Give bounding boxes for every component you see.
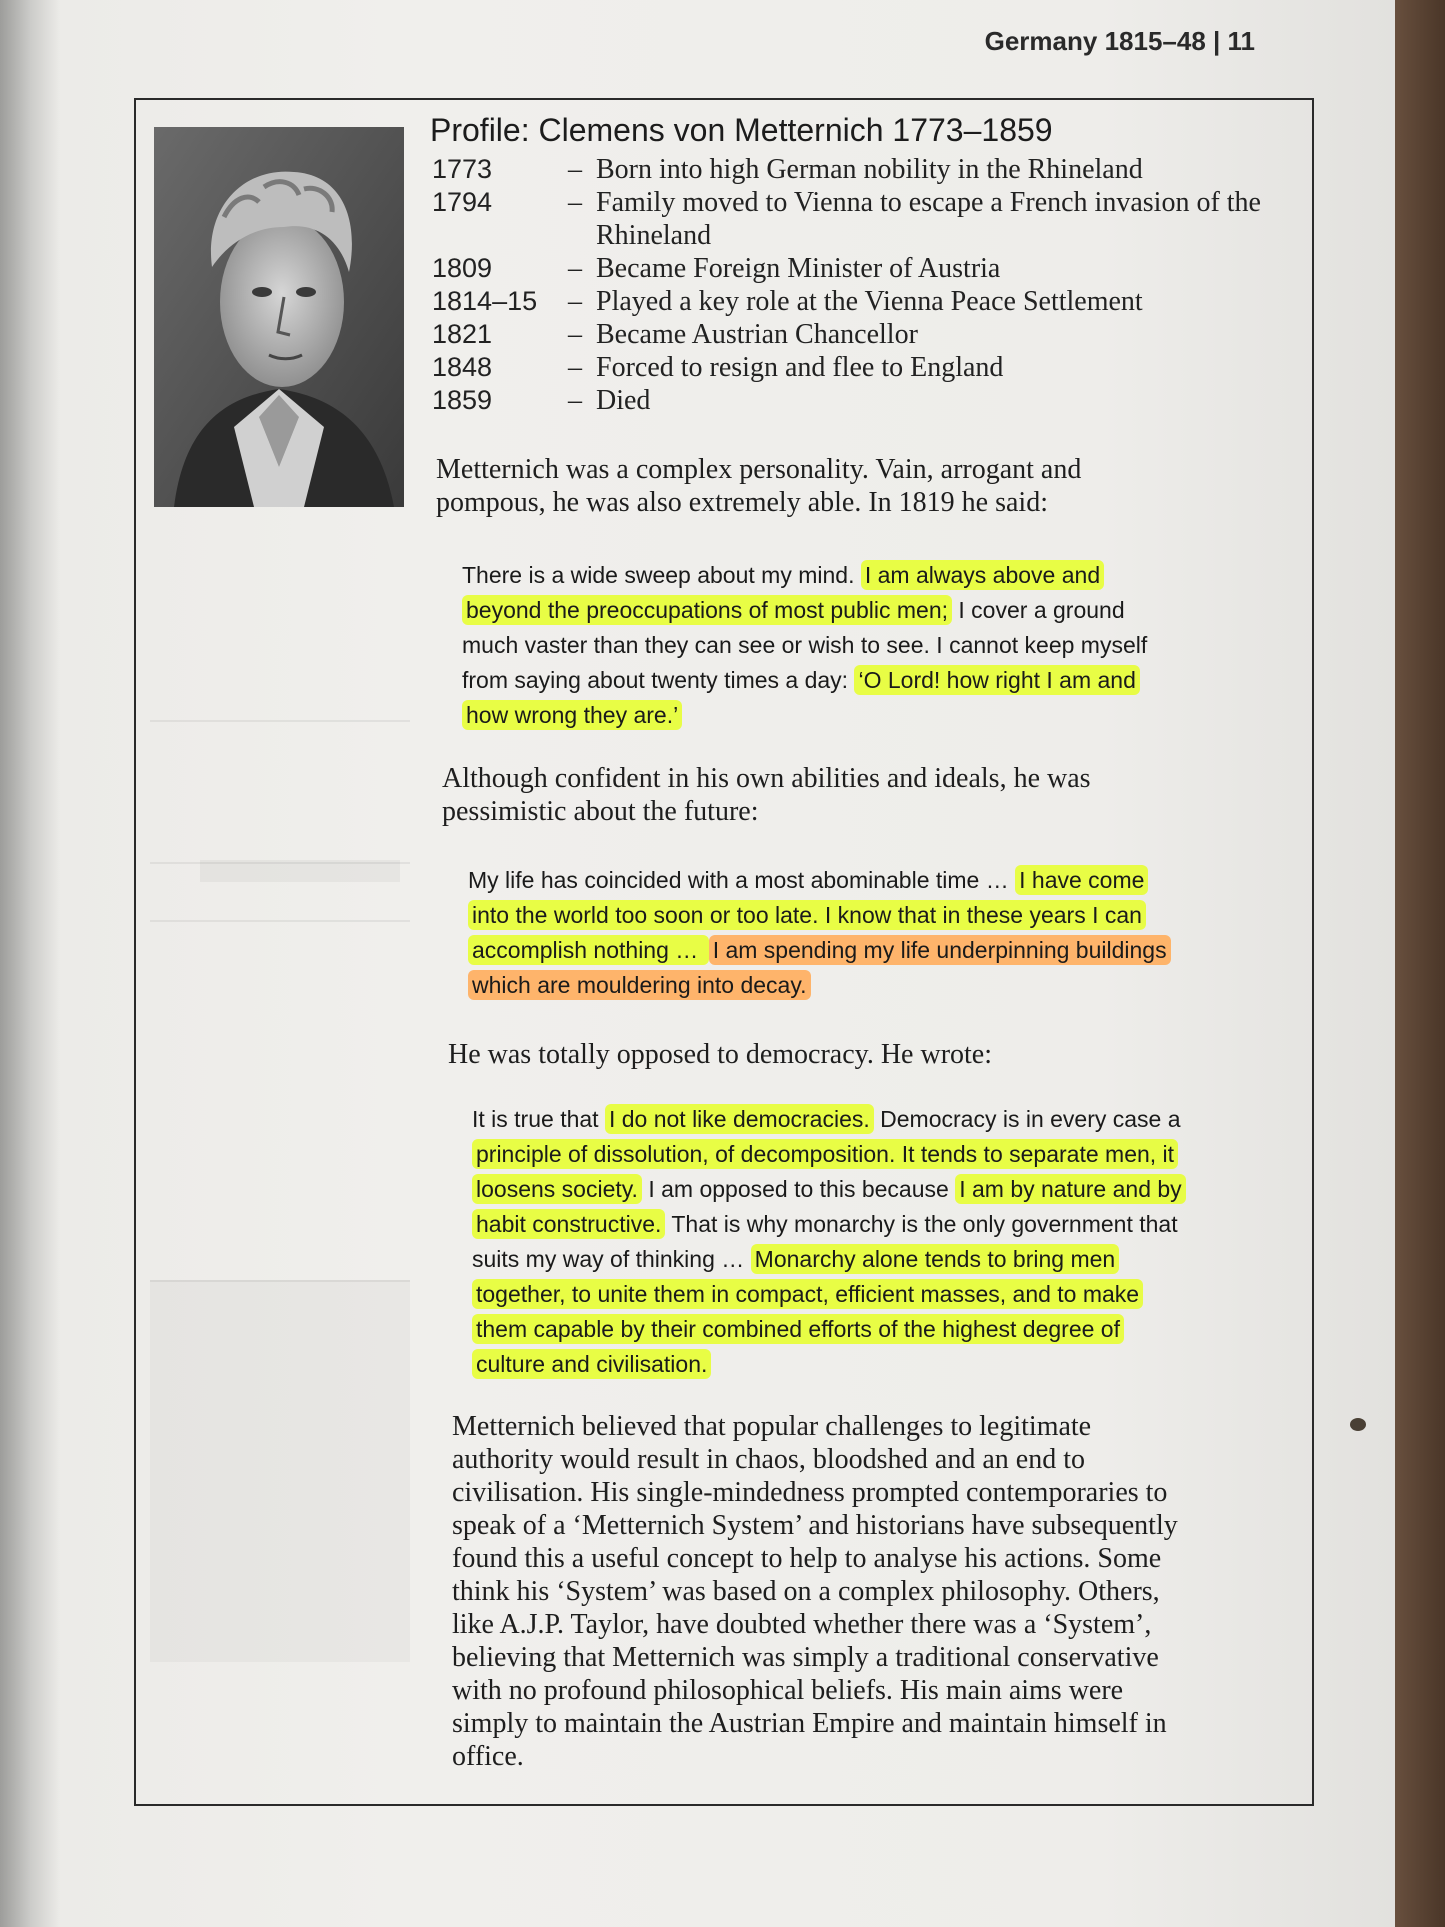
text-line: found this a useful concept to help to analyse his actions. Some (452, 1543, 1162, 1574)
profile-title: Profile: Clemens von Metternich 1773–1859 (430, 112, 1053, 148)
table-surface (1390, 0, 1445, 1927)
text-line: like A.J.P. Taylor, have doubted whether there was a ‘System’, (452, 1609, 1152, 1640)
timeline-year: 1859 (432, 385, 493, 415)
text-line: Although confident in his own abilities and ideals, he was (442, 763, 1091, 794)
quote-text: I cover a ground (952, 597, 1125, 623)
quote-3 (472, 1102, 1186, 1382)
highlight-orange: which are mouldering into decay. (468, 970, 811, 1000)
highlight-yellow: culture and civilisation. (472, 1349, 711, 1379)
text-line: think his ‘System’ was based on a complex philosophy. Others, (452, 1576, 1160, 1607)
quote-2 (468, 863, 1171, 1003)
democracy-paragraph (448, 1038, 992, 1071)
quote-line (462, 593, 1147, 628)
quote-line (472, 1277, 1186, 1312)
highlight-yellow: I have come (1015, 865, 1148, 895)
timeline-event: Became Foreign Minister of Austria (596, 253, 1001, 284)
timeline-year: 1821 (432, 319, 493, 349)
quote-text: suits my way of thinking … (472, 1246, 751, 1272)
quote-line (462, 558, 1147, 593)
quote-text: That is why monarchy is the only government that (665, 1211, 1178, 1237)
timeline-event: Played a key role at the Vienna Peace Settlement (596, 286, 1143, 317)
timeline-dash: – (568, 319, 582, 350)
text-line: authority would result in chaos, bloodshed and an end to (452, 1444, 1085, 1475)
portrait-image (154, 127, 404, 507)
timeline-row (432, 285, 1272, 318)
highlight-yellow: principle of dissolution, of decomposition. It tends to separate men, it (472, 1139, 1178, 1169)
timeline-year: 1848 (432, 352, 493, 382)
highlight-yellow: beyond the preoccupations of most public men; (462, 595, 952, 625)
timeline-row (432, 186, 1272, 252)
quote-text: It is true that (472, 1106, 605, 1132)
quote-line (462, 628, 1147, 663)
timeline-year: 1814–15 (432, 286, 538, 316)
profile-timeline (432, 153, 1272, 417)
running-head: Germany 1815–48 | 11 (984, 26, 1255, 56)
highlight-yellow: Monarchy alone tends to bring men (751, 1244, 1120, 1274)
quote-1 (462, 558, 1147, 733)
quote-text: much vaster than they can see or wish to see. I cannot keep myself (462, 632, 1148, 658)
quote-line (462, 663, 1147, 698)
quote-text: from saying about twenty times a day: (462, 667, 855, 693)
quote-line (472, 1242, 1186, 1277)
quote-text: I am opposed to this because (641, 1176, 956, 1202)
highlight-yellow: together, to unite them in compact, efficient masses, and to make (472, 1279, 1143, 1309)
quote-text: My life has coincided with a most abominable time … (468, 867, 1016, 893)
text-line: Metternich believed that popular challenges to legitimate (452, 1411, 1092, 1442)
timeline-dash: – (568, 352, 582, 383)
text-line: Metternich was a complex personality. Vain, arrogant and (436, 454, 1082, 485)
text-line: civilisation. His single-mindedness prompted contemporaries to (452, 1477, 1168, 1508)
quote-line (468, 863, 1171, 898)
quote-text: There is a wide sweep about my mind. (462, 562, 861, 588)
highlight-yellow: them capable by their combined efforts of the highest degree of (472, 1314, 1124, 1344)
timeline-row (432, 252, 1272, 285)
text-line: office. (452, 1741, 524, 1772)
timeline-event: Forced to resign and flee to England (596, 352, 1004, 383)
timeline-dash: – (568, 253, 582, 284)
intro-paragraph (436, 453, 1081, 519)
highlight-yellow: into the world too soon or too late. I know that in these years I can (468, 900, 1146, 930)
quote-line (472, 1207, 1186, 1242)
portrait-engraving-icon (154, 127, 404, 507)
quote-line (462, 698, 1147, 733)
highlight-yellow: how wrong they are.’ (462, 700, 682, 730)
highlight-yellow: ‘O Lord! how right I am and (854, 665, 1139, 695)
highlight-yellow: habit constructive. (472, 1209, 665, 1239)
text-line: pompous, he was also extremely able. In 1819 he said: (436, 487, 1048, 518)
timeline-year: 1809 (432, 253, 493, 283)
quote-line (472, 1172, 1186, 1207)
timeline-row (432, 351, 1272, 384)
highlight-yellow: accomplish nothing … (468, 935, 709, 965)
timeline-dash: – (568, 154, 582, 185)
highlight-yellow: I am always above and (861, 560, 1104, 590)
middle-paragraph (442, 762, 1091, 828)
text-line: with no profound philosophical beliefs. His main aims were (452, 1675, 1124, 1706)
timeline-dash: – (568, 385, 582, 416)
timeline-year: 1794 (432, 187, 493, 217)
timeline-row (432, 318, 1272, 351)
highlight-yellow: I am by nature and by (955, 1174, 1185, 1204)
quote-line (472, 1102, 1186, 1137)
text-line: simply to maintain the Austrian Empire and maintain himself in (452, 1708, 1167, 1739)
timeline-row (432, 384, 1272, 417)
quote-line (468, 968, 1171, 1003)
closing-paragraph (452, 1410, 1178, 1773)
quote-line (472, 1312, 1186, 1347)
timeline-dash: – (568, 187, 582, 218)
highlight-orange: I am spending my life underpinning buildings (709, 935, 1171, 965)
quote-line (468, 898, 1171, 933)
timeline-event: Born into high German nobility in the Rhineland (596, 154, 1143, 185)
quote-text: Democracy is in every case a (873, 1106, 1181, 1132)
timeline-dash: – (568, 286, 582, 317)
timeline-row (432, 153, 1272, 186)
quote-line (472, 1347, 1186, 1382)
timeline-year: 1773 (432, 154, 493, 184)
timeline-event: Family moved to Vienna to escape a French invasion of the Rhineland (596, 187, 1261, 251)
quote-line (472, 1137, 1186, 1172)
highlight-yellow: loosens society. (472, 1174, 642, 1204)
ink-smudge (1350, 1418, 1366, 1431)
text-line: speak of a ‘Metternich System’ and historians have subsequently (452, 1510, 1178, 1541)
timeline-event: Became Austrian Chancellor (596, 319, 918, 350)
text-line: pessimistic about the future: (442, 796, 759, 827)
highlight-yellow: I do not like democracies. (605, 1104, 874, 1134)
democracy-text: He was totally opposed to democracy. He wrote: (448, 1039, 993, 1070)
spine-shadow (0, 0, 60, 1927)
timeline-event: Died (596, 385, 651, 416)
quote-line (468, 933, 1171, 968)
text-line: believing that Metternich was simply a traditional conservative (452, 1642, 1159, 1673)
